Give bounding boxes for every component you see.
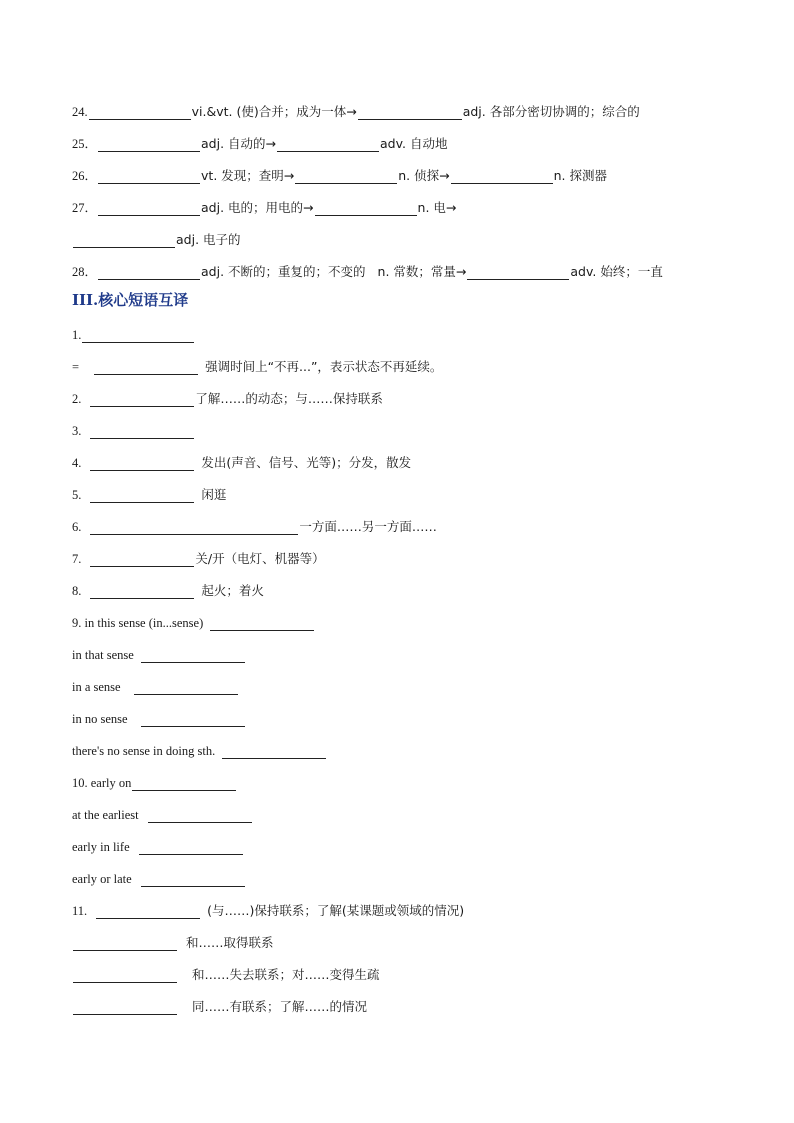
answer-blank[interactable] [467, 265, 569, 280]
answer-blank[interactable] [90, 424, 194, 439]
item-text: 起火；着火 [201, 583, 264, 598]
phrase-9b [72, 675, 239, 695]
item-number: 3. [72, 424, 82, 438]
item-text: in a sense [72, 680, 121, 694]
item-text: adj. 电的；用电的→ [201, 200, 314, 215]
item-text: 强调时间上“不再...”，表示状态不再延续。 [205, 359, 443, 374]
item-number: 25． [72, 137, 98, 151]
item-text: 闲逛 [201, 487, 227, 502]
item-text: 和……失去联系；对……变得生疏 [192, 967, 380, 982]
answer-blank[interactable] [358, 105, 462, 120]
item-text: vi.&vt. (使)合并；成为一体→ [191, 104, 357, 119]
answer-blank[interactable] [94, 360, 198, 375]
vocab-item-26 [72, 164, 607, 184]
answer-blank[interactable] [90, 392, 194, 407]
answer-blank[interactable] [98, 137, 200, 152]
phrase-11b [72, 963, 380, 983]
equals-sign: = [72, 360, 80, 374]
section-heading: III.核心短语互译 [72, 291, 189, 309]
item-text: 了解……的动态；与……保持联系 [195, 391, 383, 406]
item-text: in that sense [72, 648, 134, 662]
item-number: 28． [72, 265, 98, 279]
item-number: 5. [72, 488, 82, 502]
item-number: 2. [72, 392, 82, 406]
answer-blank[interactable] [98, 169, 200, 184]
answer-blank[interactable] [141, 648, 245, 663]
item-text: 一方面……另一方面…… [299, 519, 437, 534]
answer-blank[interactable] [89, 105, 191, 120]
answer-blank[interactable] [90, 520, 298, 535]
answer-blank[interactable] [148, 808, 252, 823]
item-text: 10. early on [72, 776, 132, 790]
item-number: 1. [72, 328, 82, 342]
item-text: adv. 始终；一直 [570, 264, 663, 279]
item-text: vt. 发现；查明→ [201, 168, 295, 183]
item-text: 同……有联系；了解……的情况 [192, 999, 368, 1014]
answer-blank[interactable] [210, 616, 314, 631]
item-text: 发出(声音、信号、光等)；分发，散发 [201, 455, 412, 470]
answer-blank[interactable] [73, 968, 177, 983]
vocab-item-27 [72, 196, 456, 216]
item-text: early or late [72, 872, 132, 886]
answer-blank[interactable] [90, 552, 194, 567]
item-text: adj. 不断的；重复的；不变的 [201, 264, 366, 279]
phrase-10b [72, 835, 244, 855]
item-text: in no sense [72, 712, 128, 726]
item-text: adv. 自动地 [380, 136, 448, 151]
phrase-6 [72, 515, 437, 535]
phrase-10 [72, 771, 237, 791]
phrase-9a [72, 643, 246, 663]
item-number: 8. [72, 584, 82, 598]
phrase-10c [72, 867, 246, 887]
phrase-9d [72, 739, 327, 759]
item-text: n. 电→ [417, 200, 457, 215]
item-number: 11. [72, 904, 88, 918]
phrase-8 [72, 579, 264, 599]
item-number: 4. [72, 456, 82, 470]
phrase-1 [72, 323, 195, 343]
phrase-3 [72, 419, 195, 439]
phrase-11c [72, 995, 367, 1015]
item-number: 27． [72, 201, 98, 215]
phrase-9 [72, 611, 315, 631]
answer-blank[interactable] [73, 1000, 177, 1015]
item-text: n. 侦探→ [398, 168, 450, 183]
item-number: 7. [72, 552, 82, 566]
answer-blank[interactable] [90, 584, 194, 599]
answer-blank[interactable] [451, 169, 553, 184]
item-text: early in life [72, 840, 130, 854]
vocab-item-27-cont [72, 228, 241, 248]
phrase-11 [72, 899, 464, 919]
phrase-7 [72, 547, 325, 567]
vocab-item-28 [72, 260, 663, 280]
answer-blank[interactable] [90, 488, 194, 503]
answer-blank[interactable] [277, 137, 379, 152]
answer-blank[interactable] [134, 680, 238, 695]
item-text: n. 常数；常量→ [377, 264, 467, 279]
answer-blank[interactable] [90, 456, 194, 471]
answer-blank[interactable] [73, 233, 175, 248]
answer-blank[interactable] [141, 872, 245, 887]
phrase-4 [72, 451, 411, 471]
answer-blank[interactable] [96, 904, 200, 919]
vocab-item-24 [72, 100, 640, 120]
answer-blank[interactable] [82, 328, 194, 343]
item-text: (与……)保持联系；了解(某课题或领域的情况) [207, 903, 465, 918]
answer-blank[interactable] [139, 840, 243, 855]
answer-blank[interactable] [222, 744, 326, 759]
answer-blank[interactable] [132, 776, 236, 791]
phrase-10a [72, 803, 253, 823]
vocab-item-25 [72, 132, 447, 152]
phrase-5 [72, 483, 226, 503]
answer-blank[interactable] [141, 712, 245, 727]
item-number: 26． [72, 169, 98, 183]
item-text: 9. in this sense (in...sense) [72, 616, 204, 630]
answer-blank[interactable] [315, 201, 417, 216]
answer-blank[interactable] [295, 169, 397, 184]
phrase-11a [72, 931, 274, 951]
answer-blank[interactable] [98, 265, 200, 280]
answer-blank[interactable] [73, 936, 177, 951]
item-text: 关/开（电灯、机器等） [195, 551, 325, 566]
item-text: adj. 各部分密切协调的；综合的 [462, 104, 640, 119]
item-text: adj. 自动的→ [201, 136, 277, 151]
item-text: 和……取得联系 [186, 935, 274, 950]
phrase-2 [72, 387, 383, 407]
item-text: adj. 电子的 [176, 232, 241, 247]
item-text: at the earliest [72, 808, 139, 822]
phrase-1-eq [72, 355, 442, 375]
answer-blank[interactable] [98, 201, 200, 216]
item-number: 6. [72, 520, 82, 534]
item-number: 24. [72, 105, 88, 119]
item-text: there's no sense in doing sth. [72, 744, 216, 758]
item-text: n. 探测器 [553, 168, 607, 183]
phrase-9c [72, 707, 246, 727]
